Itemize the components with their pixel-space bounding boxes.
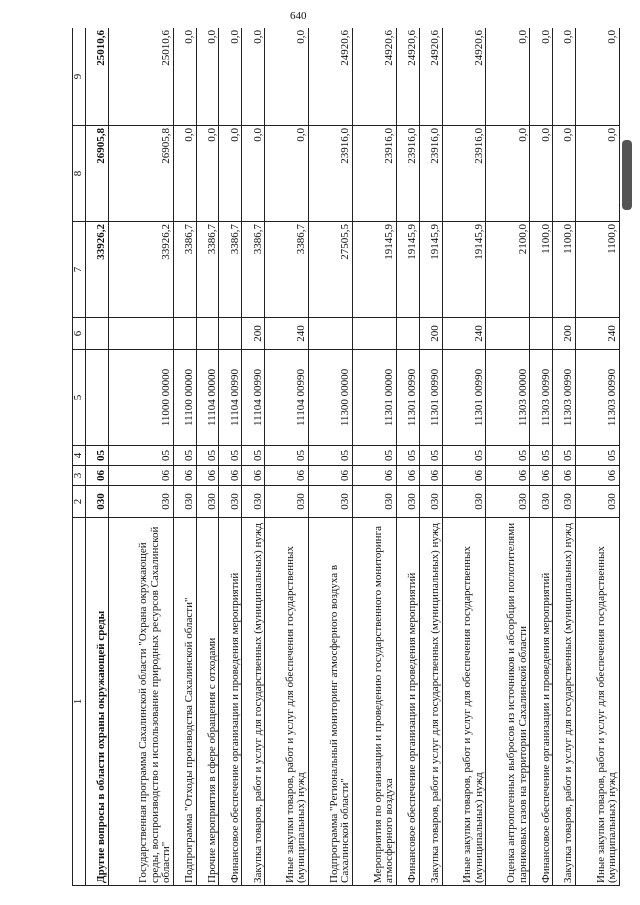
header-cell: 4: [73, 446, 86, 466]
cell-name: Государственная программа Сахалинской области "Охрана окружающей среды, воспроизводство и использование природных ресурсов Сахалинской области": [108, 518, 173, 886]
cell-c3: 06: [575, 466, 619, 486]
cell-c4: 05: [553, 446, 576, 466]
cell-c5: 11301 00990: [396, 350, 419, 446]
table-row: [173, 28, 196, 886]
table-row: [530, 28, 553, 886]
cell-c4: 05: [419, 446, 442, 466]
cell-name: Прочие мероприятия в сфере обращения с отходами: [196, 518, 219, 886]
header-row: [73, 28, 86, 886]
cell-c7: 19145,9: [352, 222, 396, 318]
cell-c2: 030: [396, 486, 419, 518]
cell-c5: 11303 00990: [575, 350, 619, 446]
cell-c5: [86, 350, 109, 446]
cell-name: Мероприятия по организации и проведению государственного мониторинга атмосферного воздуха: [352, 518, 396, 886]
cell-c5: 11104 00990: [219, 350, 242, 446]
cell-c9: 0,0: [575, 28, 619, 126]
cell-name: Иные закупки товаров, работ и услуг для обеспечения государственных (муниципальных) нужд: [575, 518, 619, 886]
cell-c6: [173, 318, 196, 350]
cell-c6: [396, 318, 419, 350]
cell-c5: 11303 00000: [486, 350, 530, 446]
cell-c2: 030: [486, 486, 530, 518]
table-row: [442, 28, 486, 886]
cell-c3: 06: [309, 466, 353, 486]
cell-c2: 030: [86, 486, 109, 518]
cell-c7: 19145,9: [396, 222, 419, 318]
cell-c3: 06: [265, 466, 309, 486]
cell-c3: 06: [396, 466, 419, 486]
cell-c9: 24920,6: [352, 28, 396, 126]
table-row: [575, 28, 619, 886]
cell-c3: 06: [419, 466, 442, 486]
cell-c5: 11303 00990: [530, 350, 553, 446]
cell-c9: 24920,6: [419, 28, 442, 126]
cell-c8: 26905,8: [86, 126, 109, 222]
table-row: [219, 28, 242, 886]
cell-c6: 200: [242, 318, 265, 350]
cell-c8: 0,0: [553, 126, 576, 222]
cell-c7: 3386,7: [265, 222, 309, 318]
cell-c9: 0,0: [196, 28, 219, 126]
cell-name: Закупка товаров, работ и услуг для государственных (муниципальных) нужд: [419, 518, 442, 886]
cell-c9: 25010,6: [108, 28, 173, 126]
cell-c2: 030: [196, 486, 219, 518]
cell-c7: 27505,5: [309, 222, 353, 318]
cell-c4: 05: [396, 446, 419, 466]
cell-c3: 06: [86, 466, 109, 486]
cell-c2: 030: [309, 486, 353, 518]
cell-c8: 23916,0: [352, 126, 396, 222]
cell-c4: 05: [486, 446, 530, 466]
table-row: [108, 28, 173, 886]
cell-c2: 030: [265, 486, 309, 518]
cell-name: Финансовое обеспечение организации и проведения мероприятий: [396, 518, 419, 886]
cell-c4: 05: [86, 446, 109, 466]
scan-mark: [622, 140, 632, 210]
cell-c4: 05: [309, 446, 353, 466]
cell-c8: 23916,0: [442, 126, 486, 222]
table-row: [196, 28, 219, 886]
table-row: [265, 28, 309, 886]
cell-c8: 0,0: [265, 126, 309, 222]
cell-c6: [86, 318, 109, 350]
cell-c8: 0,0: [196, 126, 219, 222]
cell-c6: [530, 318, 553, 350]
cell-c4: 05: [265, 446, 309, 466]
rotated-content: [72, 28, 620, 886]
cell-c5: 11300 00000: [309, 350, 353, 446]
table-body: [86, 28, 620, 886]
cell-c8: 0,0: [173, 126, 196, 222]
cell-c9: 0,0: [219, 28, 242, 126]
cell-c9: 0,0: [242, 28, 265, 126]
cell-c6: [486, 318, 530, 350]
table-row: [309, 28, 353, 886]
table-row: [553, 28, 576, 886]
header-cell: 7: [73, 222, 86, 318]
cell-c8: 23916,0: [396, 126, 419, 222]
cell-c9: 0,0: [265, 28, 309, 126]
cell-c3: 06: [242, 466, 265, 486]
cell-c9: 24920,6: [442, 28, 486, 126]
table-row: [86, 28, 109, 886]
cell-c7: 1100,0: [553, 222, 576, 318]
header-cell: 8: [73, 126, 86, 222]
cell-c5: 11104 00990: [265, 350, 309, 446]
table-row: [352, 28, 396, 886]
table-row: [486, 28, 530, 886]
cell-c2: 030: [442, 486, 486, 518]
cell-c6: [108, 318, 173, 350]
header-cell: 5: [73, 350, 86, 446]
cell-c3: 06: [173, 466, 196, 486]
cell-name: Иные закупки товаров, работ и услуг для обеспечения государственных (муниципальных) нужд: [442, 518, 486, 886]
cell-c5: 11301 00000: [352, 350, 396, 446]
cell-c5: 11104 00000: [196, 350, 219, 446]
cell-c2: 030: [530, 486, 553, 518]
cell-c7: 1100,0: [530, 222, 553, 318]
cell-c8: 26905,8: [108, 126, 173, 222]
cell-c6: [309, 318, 353, 350]
cell-c8: 23916,0: [419, 126, 442, 222]
cell-c2: 030: [419, 486, 442, 518]
cell-c3: 06: [196, 466, 219, 486]
cell-c6: 200: [419, 318, 442, 350]
header-cell: 1: [73, 518, 86, 886]
cell-c4: 05: [575, 446, 619, 466]
cell-c7: 19145,9: [419, 222, 442, 318]
cell-c6: [196, 318, 219, 350]
header-cell: 3: [73, 466, 86, 486]
cell-c9: 0,0: [530, 28, 553, 126]
cell-name: Финансовое обеспечение организации и проведения мероприятий: [530, 518, 553, 886]
cell-c9: 0,0: [553, 28, 576, 126]
table-row: [396, 28, 419, 886]
cell-c9: 24920,6: [396, 28, 419, 126]
header-cell: 6: [73, 318, 86, 350]
cell-c9: 0,0: [486, 28, 530, 126]
cell-c3: 06: [530, 466, 553, 486]
cell-c3: 06: [553, 466, 576, 486]
cell-c7: 19145,9: [442, 222, 486, 318]
cell-c2: 030: [242, 486, 265, 518]
table-row: [419, 28, 442, 886]
budget-table: [72, 28, 620, 886]
cell-c4: 05: [242, 446, 265, 466]
cell-c7: 3386,7: [196, 222, 219, 318]
cell-c8: 0,0: [530, 126, 553, 222]
page-number: 640: [290, 10, 307, 22]
cell-c3: 06: [352, 466, 396, 486]
cell-c7: 3386,7: [219, 222, 242, 318]
cell-c3: 06: [219, 466, 242, 486]
cell-c9: 25010,6: [86, 28, 109, 126]
cell-c4: 05: [219, 446, 242, 466]
cell-name: Подпрограмма "Региональный мониторинг атмосферного воздуха в Сахалинской области": [309, 518, 353, 886]
cell-c5: 11301 00990: [442, 350, 486, 446]
cell-name: Другие вопросы в области охраны окружающей среды: [86, 518, 109, 886]
cell-c3: 06: [486, 466, 530, 486]
cell-c6: 240: [575, 318, 619, 350]
cell-c4: 05: [108, 446, 173, 466]
cell-c6: 240: [442, 318, 486, 350]
header-cell: 9: [73, 28, 86, 126]
cell-c6: 240: [265, 318, 309, 350]
cell-c4: 05: [173, 446, 196, 466]
cell-c8: 0,0: [486, 126, 530, 222]
cell-c3: 06: [108, 466, 173, 486]
cell-c6: [219, 318, 242, 350]
cell-c5: 11104 00990: [242, 350, 265, 446]
cell-c3: 06: [442, 466, 486, 486]
cell-c2: 030: [108, 486, 173, 518]
rotated-page: [72, 28, 620, 886]
cell-name: Подпрограмма "Отходы производства Сахалинской области": [173, 518, 196, 886]
cell-c9: 0,0: [173, 28, 196, 126]
cell-c5: 11303 00990: [553, 350, 576, 446]
header-cell: 2: [73, 486, 86, 518]
cell-c5: 11100 00000: [173, 350, 196, 446]
cell-c6: [352, 318, 396, 350]
cell-c8: 23916,0: [309, 126, 353, 222]
cell-c4: 05: [530, 446, 553, 466]
cell-c4: 05: [196, 446, 219, 466]
cell-name: Закупка товаров, работ и услуг для государственных (муниципальных) нужд: [553, 518, 576, 886]
cell-c8: 0,0: [242, 126, 265, 222]
cell-c6: 200: [553, 318, 576, 350]
cell-c2: 030: [173, 486, 196, 518]
cell-name: Финансовое обеспечение организации и проведения мероприятий: [219, 518, 242, 886]
cell-c5: 11301 00990: [419, 350, 442, 446]
cell-c2: 030: [553, 486, 576, 518]
cell-name: Оценка антропогенных выбросов из источников и абсорбции поглотителями парниковых газов на территории Сахалинской области: [486, 518, 530, 886]
cell-c5: 11000 00000: [108, 350, 173, 446]
cell-c7: 2100,0: [486, 222, 530, 318]
cell-c7: 33926,2: [108, 222, 173, 318]
cell-c4: 05: [352, 446, 396, 466]
cell-c2: 030: [219, 486, 242, 518]
cell-name: Закупка товаров, работ и услуг для государственных (муниципальных) нужд: [242, 518, 265, 886]
cell-c7: 1100,0: [575, 222, 619, 318]
cell-c8: 0,0: [219, 126, 242, 222]
cell-c9: 24920,6: [309, 28, 353, 126]
cell-c2: 030: [575, 486, 619, 518]
cell-c8: 0,0: [575, 126, 619, 222]
cell-c7: 3386,7: [173, 222, 196, 318]
cell-name: Иные закупки товаров, работ и услуг для обеспечения государственных (муниципальных) нужд: [265, 518, 309, 886]
cell-c7: 3386,7: [242, 222, 265, 318]
cell-c4: 05: [442, 446, 486, 466]
table-row: [242, 28, 265, 886]
cell-c2: 030: [352, 486, 396, 518]
cell-c7: 33926,2: [86, 222, 109, 318]
